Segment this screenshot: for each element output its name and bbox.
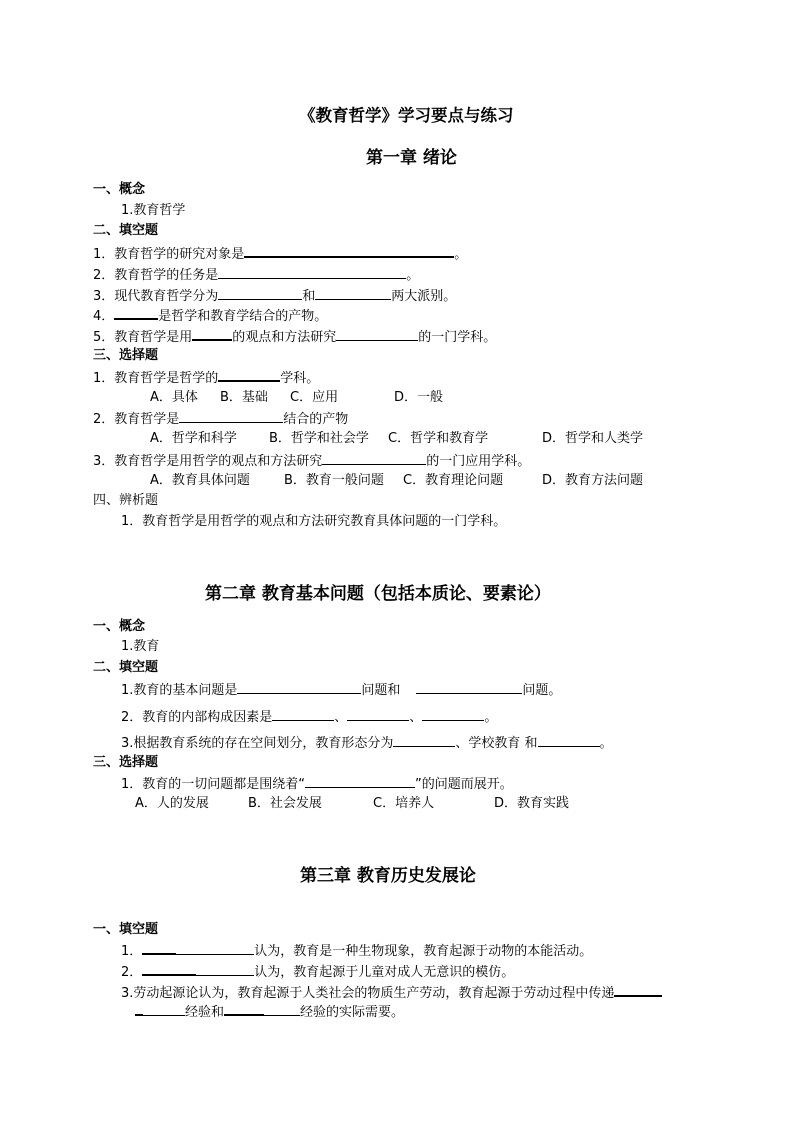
blank [142, 940, 176, 955]
ch1-q3-option-b: B．教育一般问题 [284, 473, 384, 488]
blank [244, 243, 454, 258]
ch1-q1-option-b: B．基础 [220, 390, 268, 405]
ch1-fill-2: 2．教育哲学的任务是 。 [93, 264, 419, 286]
blank [114, 305, 158, 320]
blank [422, 706, 484, 721]
blank [218, 367, 280, 382]
blank [272, 706, 334, 721]
ch2-choice-1: 1．教育的一切问题都是围绕着“ ”的问题而展开。 [121, 773, 513, 795]
page-title: 《教育哲学》学习要点与练习 [299, 106, 514, 125]
ch1-q2-option-d: D．哲学和人类学 [542, 431, 644, 446]
ch2-q1-option-c: C．培养人 [373, 796, 435, 811]
ch1-q1-option-c: C．应用 [290, 390, 339, 405]
ch1-choice-1: 1．教育哲学是哲学的 学科。 [93, 367, 319, 389]
ch2-section-choice: 三、选择题 [93, 755, 159, 770]
ch1-section-analysis: 四、辨析题 [93, 493, 159, 508]
ch2-fill-3: 3.根据教育系统的存在空间划分，教育形态分为 、学校教育 和 。 [121, 732, 613, 754]
blank [135, 1001, 143, 1016]
ch2-concept-1: 1.教育 [121, 639, 160, 654]
blank [416, 679, 522, 694]
blank [176, 940, 254, 955]
ch2-fill-1: 1.教育的基本问题是 问题和 问题。 [121, 679, 561, 701]
chapter-1-heading: 第一章 绪论 [366, 148, 457, 168]
blank [305, 773, 415, 788]
ch2-q1-option-a: A．人的发展 [135, 796, 209, 811]
ch1-analysis-1: 1．教育哲学是用哲学的观点和方法研究教育具体问题的一门学科。 [121, 514, 507, 529]
ch1-q3-option-c: C．教育理论问题 [403, 473, 504, 488]
chapter-3-heading: 第三章 教育历史发展论 [300, 866, 476, 886]
ch1-concept-1: 1.教育哲学 [121, 203, 186, 218]
blank [322, 450, 426, 465]
ch1-choice-2: 2．教育哲学是 结合的产物 [93, 408, 348, 430]
ch3-fill-2: 2． 认为，教育起源于儿童对成人无意识的模仿。 [121, 961, 514, 983]
blank [179, 408, 283, 423]
ch1-fill-4: 4． 是哲学和教育学结合的产物。 [93, 305, 327, 327]
blank [224, 1001, 264, 1016]
blank [393, 732, 455, 747]
ch1-section-fill: 二、填空题 [93, 223, 159, 238]
blank [237, 679, 361, 694]
blank [538, 732, 600, 747]
ch1-fill-3: 3．现代教育哲学分为 和 两大派别。 [93, 285, 456, 307]
ch2-fill-2: 2．教育的内部构成因素是 、 、 。 [121, 706, 497, 728]
blank [315, 285, 391, 300]
ch3-fill-3-line1: 3.劳动起源论认为，教育起源于人类社会的物质生产劳动，教育起源于劳动过程中传递 [121, 982, 662, 1004]
ch1-section-choice: 三、选择题 [93, 348, 159, 363]
ch1-choice-3: 3．教育哲学是用哲学的观点和方法研究 的一门应用学科。 [93, 450, 530, 472]
blank [347, 706, 409, 721]
ch1-fill-1: 1．教育哲学的研究对象是 。 [93, 243, 467, 265]
blank [218, 264, 406, 279]
ch3-section-fill: 一、填空题 [93, 922, 159, 937]
blank [218, 285, 302, 300]
chapter-2-heading: 第二章 教育基本问题（包括本质论、要素论） [205, 584, 551, 604]
ch1-fill-5: 5．教育哲学是用 的观点和方法研究 的一门学科。 [93, 326, 496, 348]
ch2-q1-option-b: B．社会发展 [248, 796, 322, 811]
ch3-fill-1: 1． 认为，教育是一种生物现象，教育起源于动物的本能活动。 [121, 940, 592, 962]
blank [196, 961, 254, 976]
ch1-q1-option-a: A．具体 [150, 390, 198, 405]
ch3-fill-3-line2: 经验和 经验的实际需要。 [135, 1001, 404, 1023]
ch1-q3-option-a: A．教育具体问题 [150, 473, 250, 488]
ch2-section-concept: 一、概念 [93, 619, 146, 634]
ch2-section-fill: 二、填空题 [93, 660, 159, 675]
ch1-section-concept: 一、概念 [93, 182, 146, 197]
ch1-q1-option-d: D．一般 [394, 390, 444, 405]
ch1-q2-option-a: A．哲学和科学 [150, 431, 237, 446]
blank [142, 961, 196, 976]
ch1-q3-option-d: D．教育方法问题 [542, 473, 644, 488]
blank [143, 1001, 185, 1016]
ch1-q2-option-b: B．哲学和社会学 [269, 431, 369, 446]
ch1-q2-option-c: C．哲学和教育学 [388, 431, 489, 446]
blank [264, 1001, 300, 1016]
ch2-q1-option-d: D．教育实践 [494, 796, 570, 811]
blank [614, 982, 662, 997]
blank [192, 326, 232, 341]
blank [336, 326, 418, 341]
